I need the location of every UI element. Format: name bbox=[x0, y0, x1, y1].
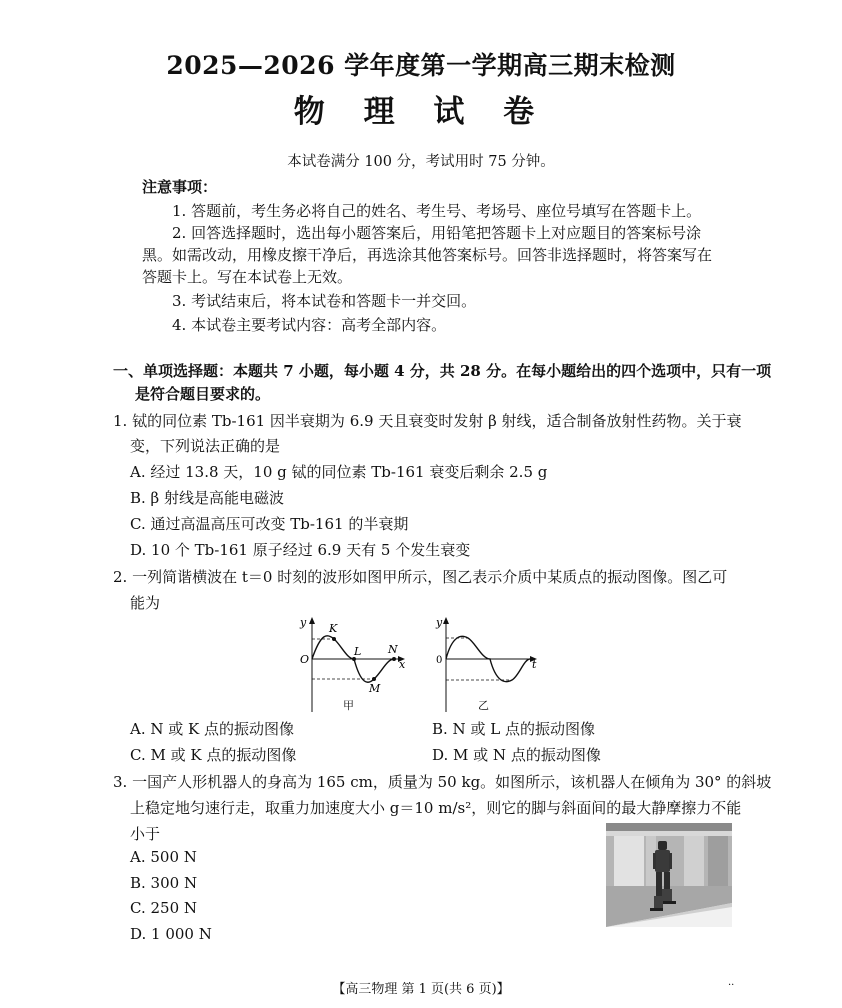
exam-subject: 物 理 试 卷 bbox=[293, 94, 549, 130]
fig-a-l-label: L bbox=[354, 645, 362, 658]
q2-option-d: D. M 或 N 点的振动图像 bbox=[432, 746, 601, 764]
q2-option-c: C. M 或 K 点的振动图像 bbox=[130, 746, 297, 764]
fig-a-caption: 甲 bbox=[343, 699, 354, 712]
fig-a-n-label: N bbox=[388, 643, 398, 656]
q1-option-a: A. 经过 13.8 天，10 g 铽的同位素 Tb-161 衰变后剩余 2.5 g bbox=[130, 463, 548, 481]
notice-line-5: 3. 考试结束后，将本试卷和答题卡一并交回。 bbox=[172, 292, 477, 310]
robot-photo-illustration bbox=[606, 823, 732, 927]
exam-info: 本试卷满分 100 分，考试用时 75 分钟。 bbox=[287, 154, 555, 170]
wave-figure-a bbox=[292, 614, 422, 714]
notice-line-3: 黑。如需改动，用橡皮擦干净后，再选涂其他答案标号。回答非选择题时，将答案写在 bbox=[142, 246, 713, 264]
notice-heading: 注意事项： bbox=[142, 178, 218, 196]
point-k bbox=[332, 637, 336, 641]
fig-b-caption: 乙 bbox=[478, 699, 489, 712]
q3-stem-line-1: 3. 一国产人形机器人的身高为 165 cm，质量为 50 kg。如图所示，该机器人在倾角为 30° 的斜坡 bbox=[113, 773, 772, 791]
fig-b-origin-label: 0 bbox=[436, 655, 443, 666]
q2-option-a: A. N 或 K 点的振动图像 bbox=[130, 720, 295, 738]
fig-a-y-arrow bbox=[309, 617, 315, 624]
q2-option-b: B. N 或 L 点的振动图像 bbox=[432, 720, 595, 738]
fig-b-y-label: y bbox=[436, 616, 443, 629]
robot-photo bbox=[606, 823, 732, 927]
q3-option-d: D. 1 000 N bbox=[130, 925, 212, 943]
fig-a-k-label: K bbox=[329, 622, 338, 635]
notice-line-6: 4. 本试卷主要考试内容：高考全部内容。 bbox=[172, 316, 447, 334]
page-footer: 【高三物理 第 1 页(共 6 页)】 bbox=[332, 982, 510, 997]
fig-a-y-label: y bbox=[300, 616, 307, 629]
q3-option-b: B. 300 N bbox=[130, 874, 198, 892]
q3-option-c: C. 250 N bbox=[130, 899, 198, 917]
fig-a-origin-label: O bbox=[300, 653, 310, 666]
q1-option-b: B. β 射线是高能电磁波 bbox=[130, 489, 284, 507]
notice-line-2: 2. 回答选择题时，选出每小题答案后，用铅笔把答题卡上对应题目的答案标号涂 bbox=[172, 224, 702, 242]
exam-title: 2025—2026 学年度第一学期高三期末检测 bbox=[166, 51, 676, 80]
q3-stem-line-2: 上稳定地匀速行走，取重力加速度大小 g＝10 m/s²，则它的脚与斜面间的最大静摩擦力不能 bbox=[130, 799, 742, 817]
q2-stem-line-2: 能为 bbox=[130, 594, 161, 612]
q2-stem-line-1: 2. 一列简谐横波在 t＝0 时刻的波形如图甲所示，图乙表示介质中某质点的振动图像。图乙可 bbox=[113, 568, 728, 586]
point-n bbox=[392, 657, 396, 661]
q1-option-c: C. 通过高温高压可改变 Tb-161 的半衰期 bbox=[130, 515, 409, 533]
section-1-heading: 一、单项选择题：本题共 7 小题，每小题 4 分，共 28 分。在每小题给出的四个选项中，只有一项 bbox=[113, 362, 772, 380]
fig-b-y-arrow bbox=[443, 617, 449, 624]
notice-line-4: 答题卡上。写在本试卷上无效。 bbox=[142, 268, 353, 286]
q3-option-a: A. 500 N bbox=[130, 848, 197, 866]
fig-a-x-label: x bbox=[399, 658, 406, 671]
q1-stem-line-1: 1. 铽的同位素 Tb-161 因半衰期为 6.9 天且衰变时发射 β 射线，适合制备放射性药物。关于衰 bbox=[113, 412, 742, 430]
section-1-heading-cont: 是符合题目要求的。 bbox=[135, 385, 271, 403]
fig-b-t-label: t bbox=[532, 658, 537, 671]
notice-line-1: 1. 答题前，考生务必将自己的姓名、考生号、考场号、座位号填写在答题卡上。 bbox=[172, 202, 702, 220]
q1-stem-line-2: 变，下列说法正确的是 bbox=[130, 437, 281, 455]
footer-mark: ·· bbox=[728, 980, 735, 991]
q3-stem-line-3: 小于 bbox=[130, 825, 161, 843]
point-m bbox=[372, 677, 376, 681]
q1-option-d: D. 10 个 Tb-161 原子经过 6.9 天有 5 个发生衰变 bbox=[130, 541, 471, 559]
fig-a-m-label: M bbox=[369, 682, 381, 695]
